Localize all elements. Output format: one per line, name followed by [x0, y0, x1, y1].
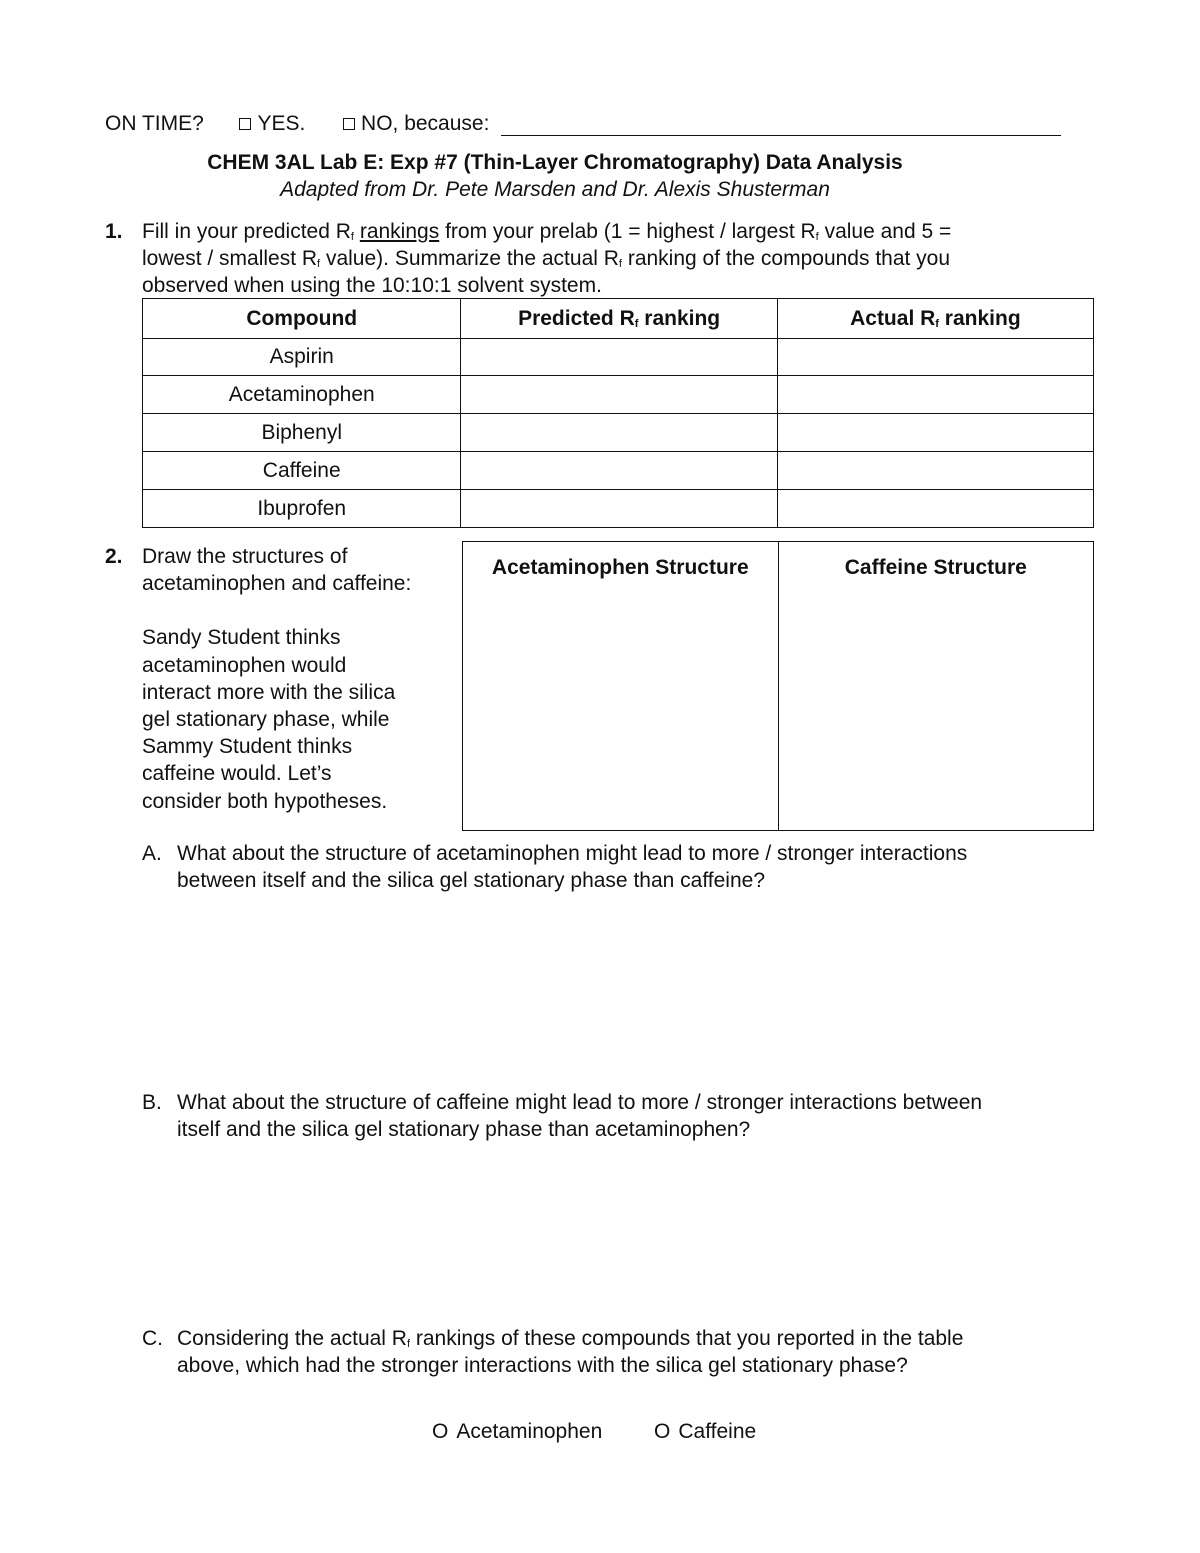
- caffeine-structure-box[interactable]: Caffeine Structure: [778, 542, 1093, 831]
- radio-marker[interactable]: O: [432, 1420, 449, 1443]
- col-header-compound: Compound: [143, 299, 461, 339]
- part-c-label: C.: [142, 1327, 163, 1350]
- q1-number: 1.: [105, 220, 123, 243]
- part-c-line2: above, which had the stronger interactions with the silica gel stationary phase?: [177, 1354, 908, 1377]
- no-label: NO, because:: [361, 112, 490, 135]
- part-c-line1: Considering the actual $R_f$ rankings of these compounds that you reported in the table: [177, 1327, 964, 1350]
- actual-cell[interactable]: [777, 376, 1093, 414]
- on-time-label: ON TIME?: [105, 112, 204, 135]
- predicted-cell[interactable]: [461, 452, 777, 490]
- structure-drawing-table: [462, 541, 1094, 831]
- part-a-label: A.: [142, 842, 162, 865]
- part-b-label: B.: [142, 1091, 162, 1114]
- predicted-cell[interactable]: [461, 339, 777, 376]
- table-row: [143, 452, 1094, 490]
- acetaminophen-structure-box[interactable]: Acetaminophen Structure: [463, 542, 779, 831]
- part-b-line1: What about the structure of caffeine might lead to more / stronger interactions between: [177, 1091, 983, 1114]
- actual-cell[interactable]: [777, 339, 1093, 376]
- col-header-predicted: Predicted $R_f$ ranking: [461, 299, 777, 339]
- reason-blank-field[interactable]: [501, 113, 1061, 136]
- part-a-line2: between itself and the silica gel stationary phase than caffeine?: [177, 869, 765, 892]
- compound-cell: Aspirin: [143, 339, 461, 376]
- on-time-line: [105, 110, 1061, 137]
- compound-cell: Caffeine: [143, 452, 461, 490]
- actual-cell[interactable]: [777, 414, 1093, 452]
- page-title: CHEM 3AL Lab E: Exp #7 (Thin-Layer Chromatography) Data Analysis: [207, 151, 903, 174]
- yes-label: YES.: [257, 112, 306, 135]
- predicted-cell[interactable]: [461, 414, 777, 452]
- compound-cell: Acetaminophen: [143, 376, 461, 414]
- actual-cell[interactable]: [777, 452, 1093, 490]
- no-checkbox[interactable]: [343, 118, 355, 130]
- q2-number: 2.: [105, 545, 123, 568]
- col-header-actual: Actual $R_f$ ranking: [777, 299, 1093, 339]
- table-row: [143, 376, 1094, 414]
- page-subtitle: Adapted from Dr. Pete Marsden and Dr. Alexis Shusterman: [280, 178, 830, 201]
- q1-text-line3: observed when using the 10:10:1 solvent system.: [142, 274, 602, 297]
- predicted-cell[interactable]: [461, 376, 777, 414]
- part-b-line2: itself and the silica gel stationary phase than acetaminophen?: [177, 1118, 751, 1141]
- predicted-cell[interactable]: [461, 490, 777, 528]
- table-row: [143, 414, 1094, 452]
- radio-marker[interactable]: O: [654, 1420, 671, 1443]
- yes-checkbox[interactable]: [239, 118, 251, 130]
- table-row: [143, 490, 1094, 528]
- compound-cell: Ibuprofen: [143, 490, 461, 528]
- rf-ranking-table: [142, 298, 1094, 528]
- table-row: [143, 339, 1094, 376]
- compound-cell: Biphenyl: [143, 414, 461, 452]
- part-a-line1: What about the structure of acetaminophen might lead to more / stronger interactions: [177, 842, 968, 865]
- q1-text-line1: Fill in your predicted $R_f$ rankings from your prelab (1 = highest / largest $R_f$ value and 5 =: [142, 220, 952, 243]
- actual-cell[interactable]: [777, 490, 1093, 528]
- q2-prompt: Draw the structures of acetaminophen and caffeine: Sandy Student thinks acetaminophen would interact more with the silica gel stationary phase, while Sammy Student thinks caffeine would. Let’s consider both hypotheses.: [142, 545, 412, 813]
- option-acetaminophen[interactable]: O Acetaminophen: [432, 1420, 603, 1443]
- q1-text-line2: lowest / smallest $R_f$ value). Summarize the actual $R_f$ ranking of the compounds that you: [142, 247, 951, 270]
- option-caffeine[interactable]: O Caffeine: [654, 1420, 757, 1443]
